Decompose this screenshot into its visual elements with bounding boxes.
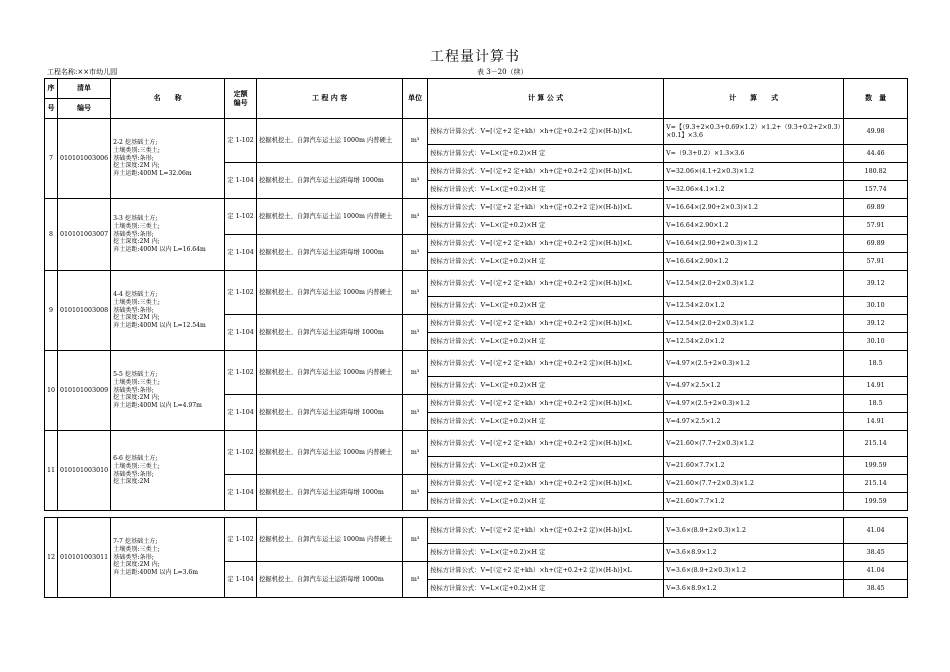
- expr-cell: V=（9.3+0.2）×1.3×3.6: [664, 145, 844, 163]
- calculation-table: [44, 78, 908, 598]
- quota-cell: 定 1-104: [225, 163, 257, 199]
- unit-cell: m³: [403, 271, 428, 315]
- header-quota-bottom: 编号: [233, 97, 248, 107]
- qty-cell: 38.45: [844, 544, 908, 562]
- qty-cell: 41.04: [844, 518, 908, 544]
- spacer-cell: [111, 511, 225, 518]
- table-label: 表 3－20（续）: [477, 68, 528, 76]
- quota-cell: 定 1-104: [225, 315, 257, 351]
- qty-cell: 215.14: [844, 475, 908, 493]
- expr-cell: V=32.06×4.1×1.2: [664, 181, 844, 199]
- table-row: [45, 518, 908, 544]
- qty-cell: 57.91: [844, 253, 908, 271]
- content-cell: 挖掘机挖土、自卸汽车运土运 1000m 内普硬土: [257, 431, 403, 475]
- qty-cell: 38.45: [844, 580, 908, 598]
- seq-cell: 8: [45, 199, 58, 271]
- quota-cell: 定 1-102: [225, 119, 257, 163]
- spacer-cell: [664, 511, 844, 518]
- expr-cell: V=16.64×2.90×1.2: [664, 253, 844, 271]
- seq-cell: 11: [45, 431, 58, 511]
- quota-cell: 定 1-104: [225, 475, 257, 511]
- document-title: 工程量计算书: [430, 49, 520, 65]
- expr-cell: V=3.6×(8.9+2×0.3)×1.2: [664, 518, 844, 544]
- content-cell: 挖掘机挖土、自卸汽车运土运距每增 1000m: [257, 163, 403, 199]
- formula-cell: 按标方计算公式：V=L×(定+0.2)×H 定: [428, 253, 664, 271]
- formula-cell: 按标方计算公式：V=L×(定+0.2)×H 定: [428, 217, 664, 235]
- formula-cell: 按标方计算公式：V=[（定+2 定+kh）×h+(定+0.2+2 定)×(H-h)]×L: [428, 235, 664, 253]
- header-code-bottom: 编号: [58, 99, 111, 119]
- name-cell: 4-4 挖基础土方; 土壤类别:三类土; 基础类型:条形; 挖土深度:2M 内; 弃土运距:400M 以内 L=12.54m: [111, 271, 225, 351]
- table-row: [45, 271, 908, 297]
- header-expr: 计 算 式: [664, 79, 844, 119]
- header-unit: 单位: [403, 79, 428, 119]
- expr-cell: V=4.97×2.5×1.2: [664, 413, 844, 431]
- content-cell: 挖掘机挖土、自卸汽车运土运 1000m 内普硬土: [257, 518, 403, 562]
- formula-cell: 按标方计算公式：V=[（定+2 定+kh）×h+(定+0.2+2 定)×(H-h)]×L: [428, 431, 664, 457]
- expr-cell: V=3.6×(8.9+2×0.3)×1.2: [664, 562, 844, 580]
- table-row: [45, 199, 908, 217]
- qty-cell: 199.59: [844, 457, 908, 475]
- header-seq-bottom: 号: [45, 99, 58, 119]
- content-cell: 挖掘机挖土、自卸汽车运土运 1000m 内普硬土: [257, 271, 403, 315]
- formula-cell: 按标方计算公式：V=L×(定+0.2)×H 定: [428, 333, 664, 351]
- name-cell: 6-6 挖基础土方; 土壤类别:三类土; 基础类型:条形; 挖土深度:2M: [111, 431, 225, 511]
- formula-cell: 按标方计算公式：V=L×(定+0.2)×H 定: [428, 297, 664, 315]
- content-cell: 挖掘机挖土、自卸汽车运土运距每增 1000m: [257, 395, 403, 431]
- formula-cell: 按标方计算公式：V=[（定+2 定+kh）×h+(定+0.2+2 定)×(H-h)]×L: [428, 199, 664, 217]
- qty-cell: 44.46: [844, 145, 908, 163]
- content-cell: 挖掘机挖土、自卸汽车运土运距每增 1000m: [257, 315, 403, 351]
- seq-cell: 12: [45, 518, 58, 598]
- spacer-cell: [403, 511, 428, 518]
- spacer-cell: [225, 511, 257, 518]
- formula-cell: 按标方计算公式：V=[（定+2 定+kh）×h+(定+0.2+2 定)×(H-h)]×L: [428, 119, 664, 145]
- header-code-top: 清单: [58, 79, 111, 99]
- qty-cell: 49.98: [844, 119, 908, 145]
- expr-cell: V=16.64×(2.90+2×0.3)×1.2: [664, 199, 844, 217]
- spacer-cell: [58, 511, 111, 518]
- expr-cell: V=3.6×8.9×1.2: [664, 580, 844, 598]
- formula-cell: 按标方计算公式：V=[（定+2 定+kh）×h+(定+0.2+2 定)×(H-h)]×L: [428, 475, 664, 493]
- formula-cell: 按标方计算公式：V=L×(定+0.2)×H 定: [428, 377, 664, 395]
- header-quota-top: 定额: [233, 88, 248, 98]
- unit-cell: m³: [403, 315, 428, 351]
- header-name: 名 称: [111, 79, 225, 119]
- unit-cell: m³: [403, 475, 428, 511]
- header-seq-top: 序: [45, 79, 58, 99]
- seq-cell: 7: [45, 119, 58, 199]
- quota-cell: 定 1-102: [225, 271, 257, 315]
- qty-cell: 69.89: [844, 199, 908, 217]
- qty-cell: 14.91: [844, 377, 908, 395]
- header-content: 工 程 内 容: [257, 79, 403, 119]
- code-cell: 010101003006: [58, 119, 111, 199]
- unit-cell: m³: [403, 199, 428, 235]
- quota-cell: 定 1-102: [225, 351, 257, 395]
- code-cell: 010101003010: [58, 431, 111, 511]
- formula-cell: 按标方计算公式：V=[（定+2 定+kh）×h+(定+0.2+2 定)×(H-h)]×L: [428, 315, 664, 333]
- formula-cell: 按标方计算公式：V=L×(定+0.2)×H 定: [428, 413, 664, 431]
- qty-cell: 39.12: [844, 315, 908, 333]
- expr-cell: V=【（9.3+2×0.3+0.69×1.2）×1.2+（9.3+0.2+2×0.3）×0.1】×3.6: [664, 119, 844, 145]
- quota-cell: 定 1-102: [225, 518, 257, 562]
- expr-cell: V=21.60×(7.7+2×0.3)×1.2: [664, 431, 844, 457]
- content-cell: 挖掘机挖土、自卸汽车运土运 1000m 内普硬土: [257, 199, 403, 235]
- header-formula: 计 算 公 式: [428, 79, 664, 119]
- qty-cell: 180.82: [844, 163, 908, 181]
- qty-cell: 69.89: [844, 235, 908, 253]
- content-cell: 挖掘机挖土、自卸汽车运土运距每增 1000m: [257, 475, 403, 511]
- formula-cell: 按标方计算公式：V=[（定+2 定+kh）×h+(定+0.2+2 定)×(H-h)]×L: [428, 395, 664, 413]
- formula-cell: 按标方计算公式：V=[（定+2 定+kh）×h+(定+0.2+2 定)×(H-h)]×L: [428, 351, 664, 377]
- code-cell: 010101003011: [58, 518, 111, 598]
- unit-cell: m³: [403, 351, 428, 395]
- unit-cell: m³: [403, 395, 428, 431]
- spacer-cell: [257, 511, 403, 518]
- code-cell: 010101003007: [58, 199, 111, 271]
- formula-cell: 按标方计算公式：V=[（定+2 定+kh）×h+(定+0.2+2 定)×(H-h)]×L: [428, 271, 664, 297]
- quota-cell: 定 1-104: [225, 562, 257, 598]
- expr-cell: V=12.54×(2.0+2×0.3)×1.2: [664, 271, 844, 297]
- content-cell: 挖掘机挖土、自卸汽车运土运 1000m 内普硬土: [257, 351, 403, 395]
- table-row: [45, 119, 908, 145]
- qty-cell: 57.91: [844, 217, 908, 235]
- expr-cell: V=21.60×7.7×1.2: [664, 457, 844, 475]
- unit-cell: m³: [403, 163, 428, 199]
- quota-cell: 定 1-104: [225, 395, 257, 431]
- seq-cell: 10: [45, 351, 58, 431]
- formula-cell: 按标方计算公式：V=[（定+2 定+kh）×h+(定+0.2+2 定)×(H-h)]×L: [428, 562, 664, 580]
- code-cell: 010101003008: [58, 271, 111, 351]
- expr-cell: V=4.97×(2.5+2×0.3)×1.2: [664, 351, 844, 377]
- unit-cell: m³: [403, 562, 428, 598]
- formula-cell: 按标方计算公式：V=L×(定+0.2)×H 定: [428, 580, 664, 598]
- expr-cell: V=12.54×2.0×1.2: [664, 297, 844, 315]
- spacer-row: [45, 511, 908, 518]
- qty-cell: 41.04: [844, 562, 908, 580]
- qty-cell: 215.14: [844, 431, 908, 457]
- formula-cell: 按标方计算公式：V=L×(定+0.2)×H 定: [428, 181, 664, 199]
- table-row: [45, 431, 908, 457]
- name-cell: 2-2 挖基础土方; 土壤类别:三类土; 基础类型:条形; 挖土深度:2M 内; 弃土运距:400M L=32.06m: [111, 119, 225, 199]
- qty-cell: 30.10: [844, 297, 908, 315]
- spacer-cell: [45, 511, 58, 518]
- code-cell: 010101003009: [58, 351, 111, 431]
- expr-cell: V=21.60×(7.7+2×0.3)×1.2: [664, 475, 844, 493]
- expr-cell: V=3.6×8.9×1.2: [664, 544, 844, 562]
- spacer-cell: [844, 511, 908, 518]
- qty-cell: 18.5: [844, 351, 908, 377]
- unit-cell: m³: [403, 119, 428, 163]
- expr-cell: V=21.60×7.7×1.2: [664, 493, 844, 511]
- formula-cell: 按标方计算公式：V=[（定+2 定+kh）×h+(定+0.2+2 定)×(H-h)]×L: [428, 518, 664, 544]
- content-cell: 挖掘机挖土、自卸汽车运土运距每增 1000m: [257, 235, 403, 271]
- seq-cell: 9: [45, 271, 58, 351]
- formula-cell: 按标方计算公式：V=L×(定+0.2)×H 定: [428, 544, 664, 562]
- qty-cell: 14.91: [844, 413, 908, 431]
- formula-cell: 按标方计算公式：V=[（定+2 定+kh）×h+(定+0.2+2 定)×(H-h)]×L: [428, 163, 664, 181]
- quota-cell: 定 1-102: [225, 431, 257, 475]
- expr-cell: V=32.06×(4.1+2×0.3)×1.2: [664, 163, 844, 181]
- qty-cell: 30.10: [844, 333, 908, 351]
- unit-cell: m³: [403, 518, 428, 562]
- header-qty: 数 量: [844, 79, 908, 119]
- name-cell: 5-5 挖基础土方; 土壤类别:三类土; 基础类型:条形; 挖土深度:2M 内; 弃土运距:400M 以内 L=4.97m: [111, 351, 225, 431]
- content-cell: 挖掘机挖土、自卸汽车运土运距每增 1000m: [257, 562, 403, 598]
- formula-cell: 按标方计算公式：V=L×(定+0.2)×H 定: [428, 457, 664, 475]
- qty-cell: 39.12: [844, 271, 908, 297]
- expr-cell: V=4.97×2.5×1.2: [664, 377, 844, 395]
- table-row: [45, 351, 908, 377]
- content-cell: 挖掘机挖土、自卸汽车运土运 1000m 内普硬土: [257, 119, 403, 163]
- project-name: 工程名称:××市幼儿园: [47, 68, 118, 76]
- expr-cell: V=16.64×(2.90+2×0.3)×1.2: [664, 235, 844, 253]
- quota-cell: 定 1-104: [225, 235, 257, 271]
- qty-cell: 157.74: [844, 181, 908, 199]
- name-cell: 7-7 挖基础土方; 土壤类别:三类土; 基础类型:条形; 挖土深度:2M 内; 弃土运距:400M 以内 L=3.6m: [111, 518, 225, 598]
- qty-cell: 18.5: [844, 395, 908, 413]
- expr-cell: V=16.64×2.90×1.2: [664, 217, 844, 235]
- unit-cell: m³: [403, 235, 428, 271]
- expr-cell: V=12.54×2.0×1.2: [664, 333, 844, 351]
- spacer-cell: [428, 511, 664, 518]
- expr-cell: V=4.97×(2.5+2×0.3)×1.2: [664, 395, 844, 413]
- header-row-top: [45, 79, 908, 99]
- unit-cell: m³: [403, 431, 428, 475]
- qty-cell: 199.59: [844, 493, 908, 511]
- expr-cell: V=12.54×(2.0+2×0.3)×1.2: [664, 315, 844, 333]
- header-quota: [225, 79, 257, 119]
- quota-cell: 定 1-102: [225, 199, 257, 235]
- name-cell: 3-3 挖基础土方; 土壤类别:三类土; 基础类型:条形; 挖土深度:2M 内; 弃土运距:400M 以内 L=16.64m: [111, 199, 225, 271]
- formula-cell: 按标方计算公式：V=L×(定+0.2)×H 定: [428, 145, 664, 163]
- formula-cell: 按标方计算公式：V=L×(定+0.2)×H 定: [428, 493, 664, 511]
